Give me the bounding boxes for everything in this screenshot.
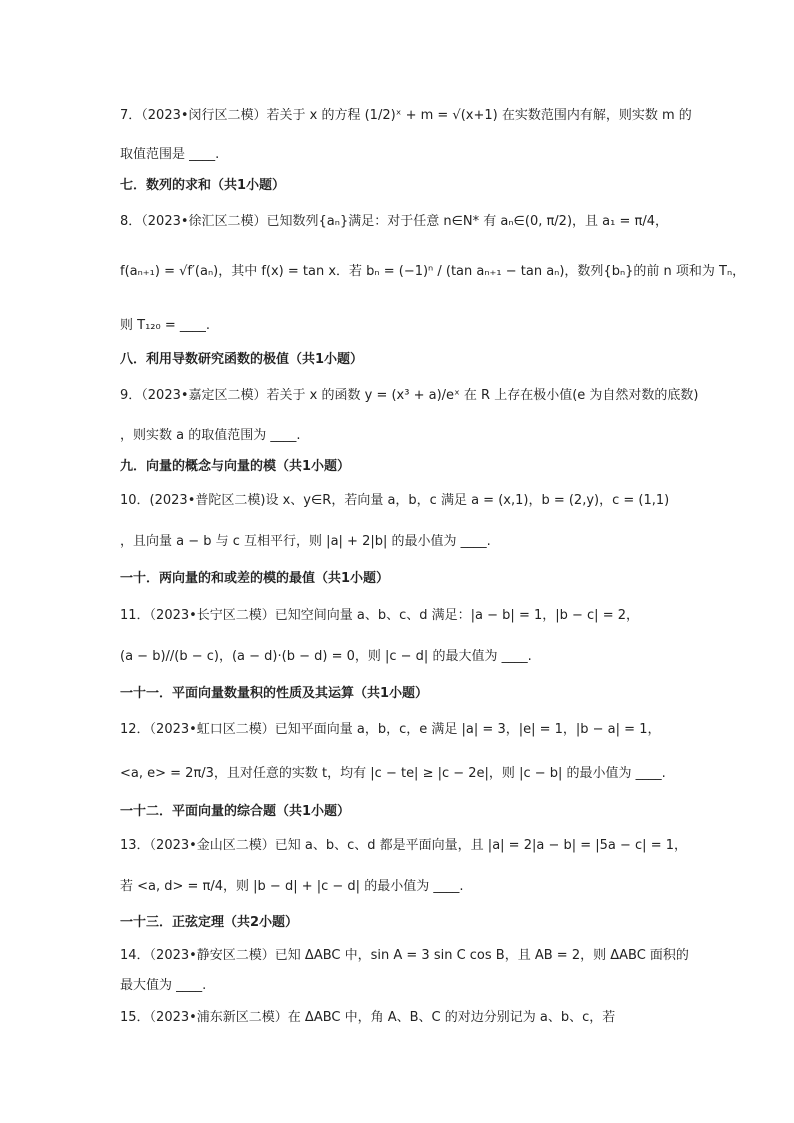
- problem-text-line: (a − b)//(b − c)，(a − d)·(b − d) = 0，则 |c − d| 的最大值为 ____.: [120, 649, 532, 664]
- problem-text-line: 最大值为 ____.: [120, 978, 207, 993]
- problem-text-line: 则 T₁₂₀ = ____.: [120, 318, 210, 333]
- problem-text-line: 10．(2023•普陀区二模)设 x、y∈R，若向量 a，b，c 满足 a = (x,1)，b = (2,y)，c = (1,1): [120, 493, 670, 508]
- problem-text-line: f(aₙ₊₁) = √f′(aₙ)，其中 f(x) = tan x．若 bₙ = (−1)ⁿ / (tan aₙ₊₁ − tan aₙ)，数列{bₙ}的前 n 项和为 Tₙ，: [120, 264, 746, 279]
- problem-text-line: 14．（2023•静安区二模）已知 ΔABC 中，sin A = 3 sin C cos B，且 AB = 2，则 ΔABC 面积的: [120, 948, 689, 963]
- problem-text-line: 13．（2023•金山区二模）已知 a、b、c、d 都是平面向量，且 |a| = 2|a − b| = |5a − c| = 1，: [120, 838, 687, 853]
- problem-text-line: ，且向量 a − b 与 c 互相平行，则 |a| + 2|b| 的最小值为 ____.: [120, 534, 491, 549]
- problem-text-line: 9．（2023•嘉定区二模）若关于 x 的函数 y = (x³ + a)/eˣ 在 R 上存在极小值(e 为自然对数的底数): [120, 388, 699, 403]
- section-heading: 一十三．正弦定理（共2小题）: [120, 915, 299, 930]
- section-heading: 一十．两向量的和或差的模的最值（共1小题）: [120, 571, 390, 586]
- section-heading: 七．数列的求和（共1小题）: [120, 178, 286, 193]
- section-heading: 一十二．平面向量的综合题（共1小题）: [120, 804, 351, 819]
- problem-text-line: ，则实数 a 的取值范围为 ____.: [120, 428, 301, 443]
- problem-text-line: <a, e> = 2π/3，且对任意的实数 t，均有 |c − te| ≥ |c − 2e|，则 |c − b| 的最小值为 ____.: [120, 766, 666, 781]
- problem-text-line: 15．（2023•浦东新区二模）在 ΔABC 中，角 A、B、C 的对边分别记为 a、b、c，若: [120, 1010, 616, 1025]
- problem-text-line: 11．（2023•长宁区二模）已知空间向量 a、b、c、d 满足：|a − b| = 1，|b − c| = 2，: [120, 608, 639, 623]
- section-heading: 一十一．平面向量数量积的性质及其运算（共1小题）: [120, 686, 429, 701]
- problem-text-line: 取值范围是 ____.: [120, 147, 220, 162]
- problem-text-line: 12．（2023•虹口区二模）已知平面向量 a，b，c，e 满足 |a| = 3，|e| = 1，|b − a| = 1，: [120, 722, 661, 737]
- section-heading: 八．利用导数研究函数的极值（共1小题）: [120, 352, 364, 367]
- problem-text-line: 7．（2023•闵行区二模）若关于 x 的方程 (1/2)ˣ + m = √(x+1) 在实数范围内有解，则实数 m 的: [120, 108, 692, 123]
- problem-text-line: 若 <a, d> = π/4，则 |b − d| + |c − d| 的最小值为 ____.: [120, 879, 464, 894]
- problem-text-line: 8．（2023•徐汇区二模）已知数列{aₙ}满足：对于任意 n∈N* 有 aₙ∈(0, π/2)，且 a₁ = π/4，: [120, 214, 668, 229]
- section-heading: 九．向量的概念与向量的模（共1小题）: [120, 459, 351, 474]
